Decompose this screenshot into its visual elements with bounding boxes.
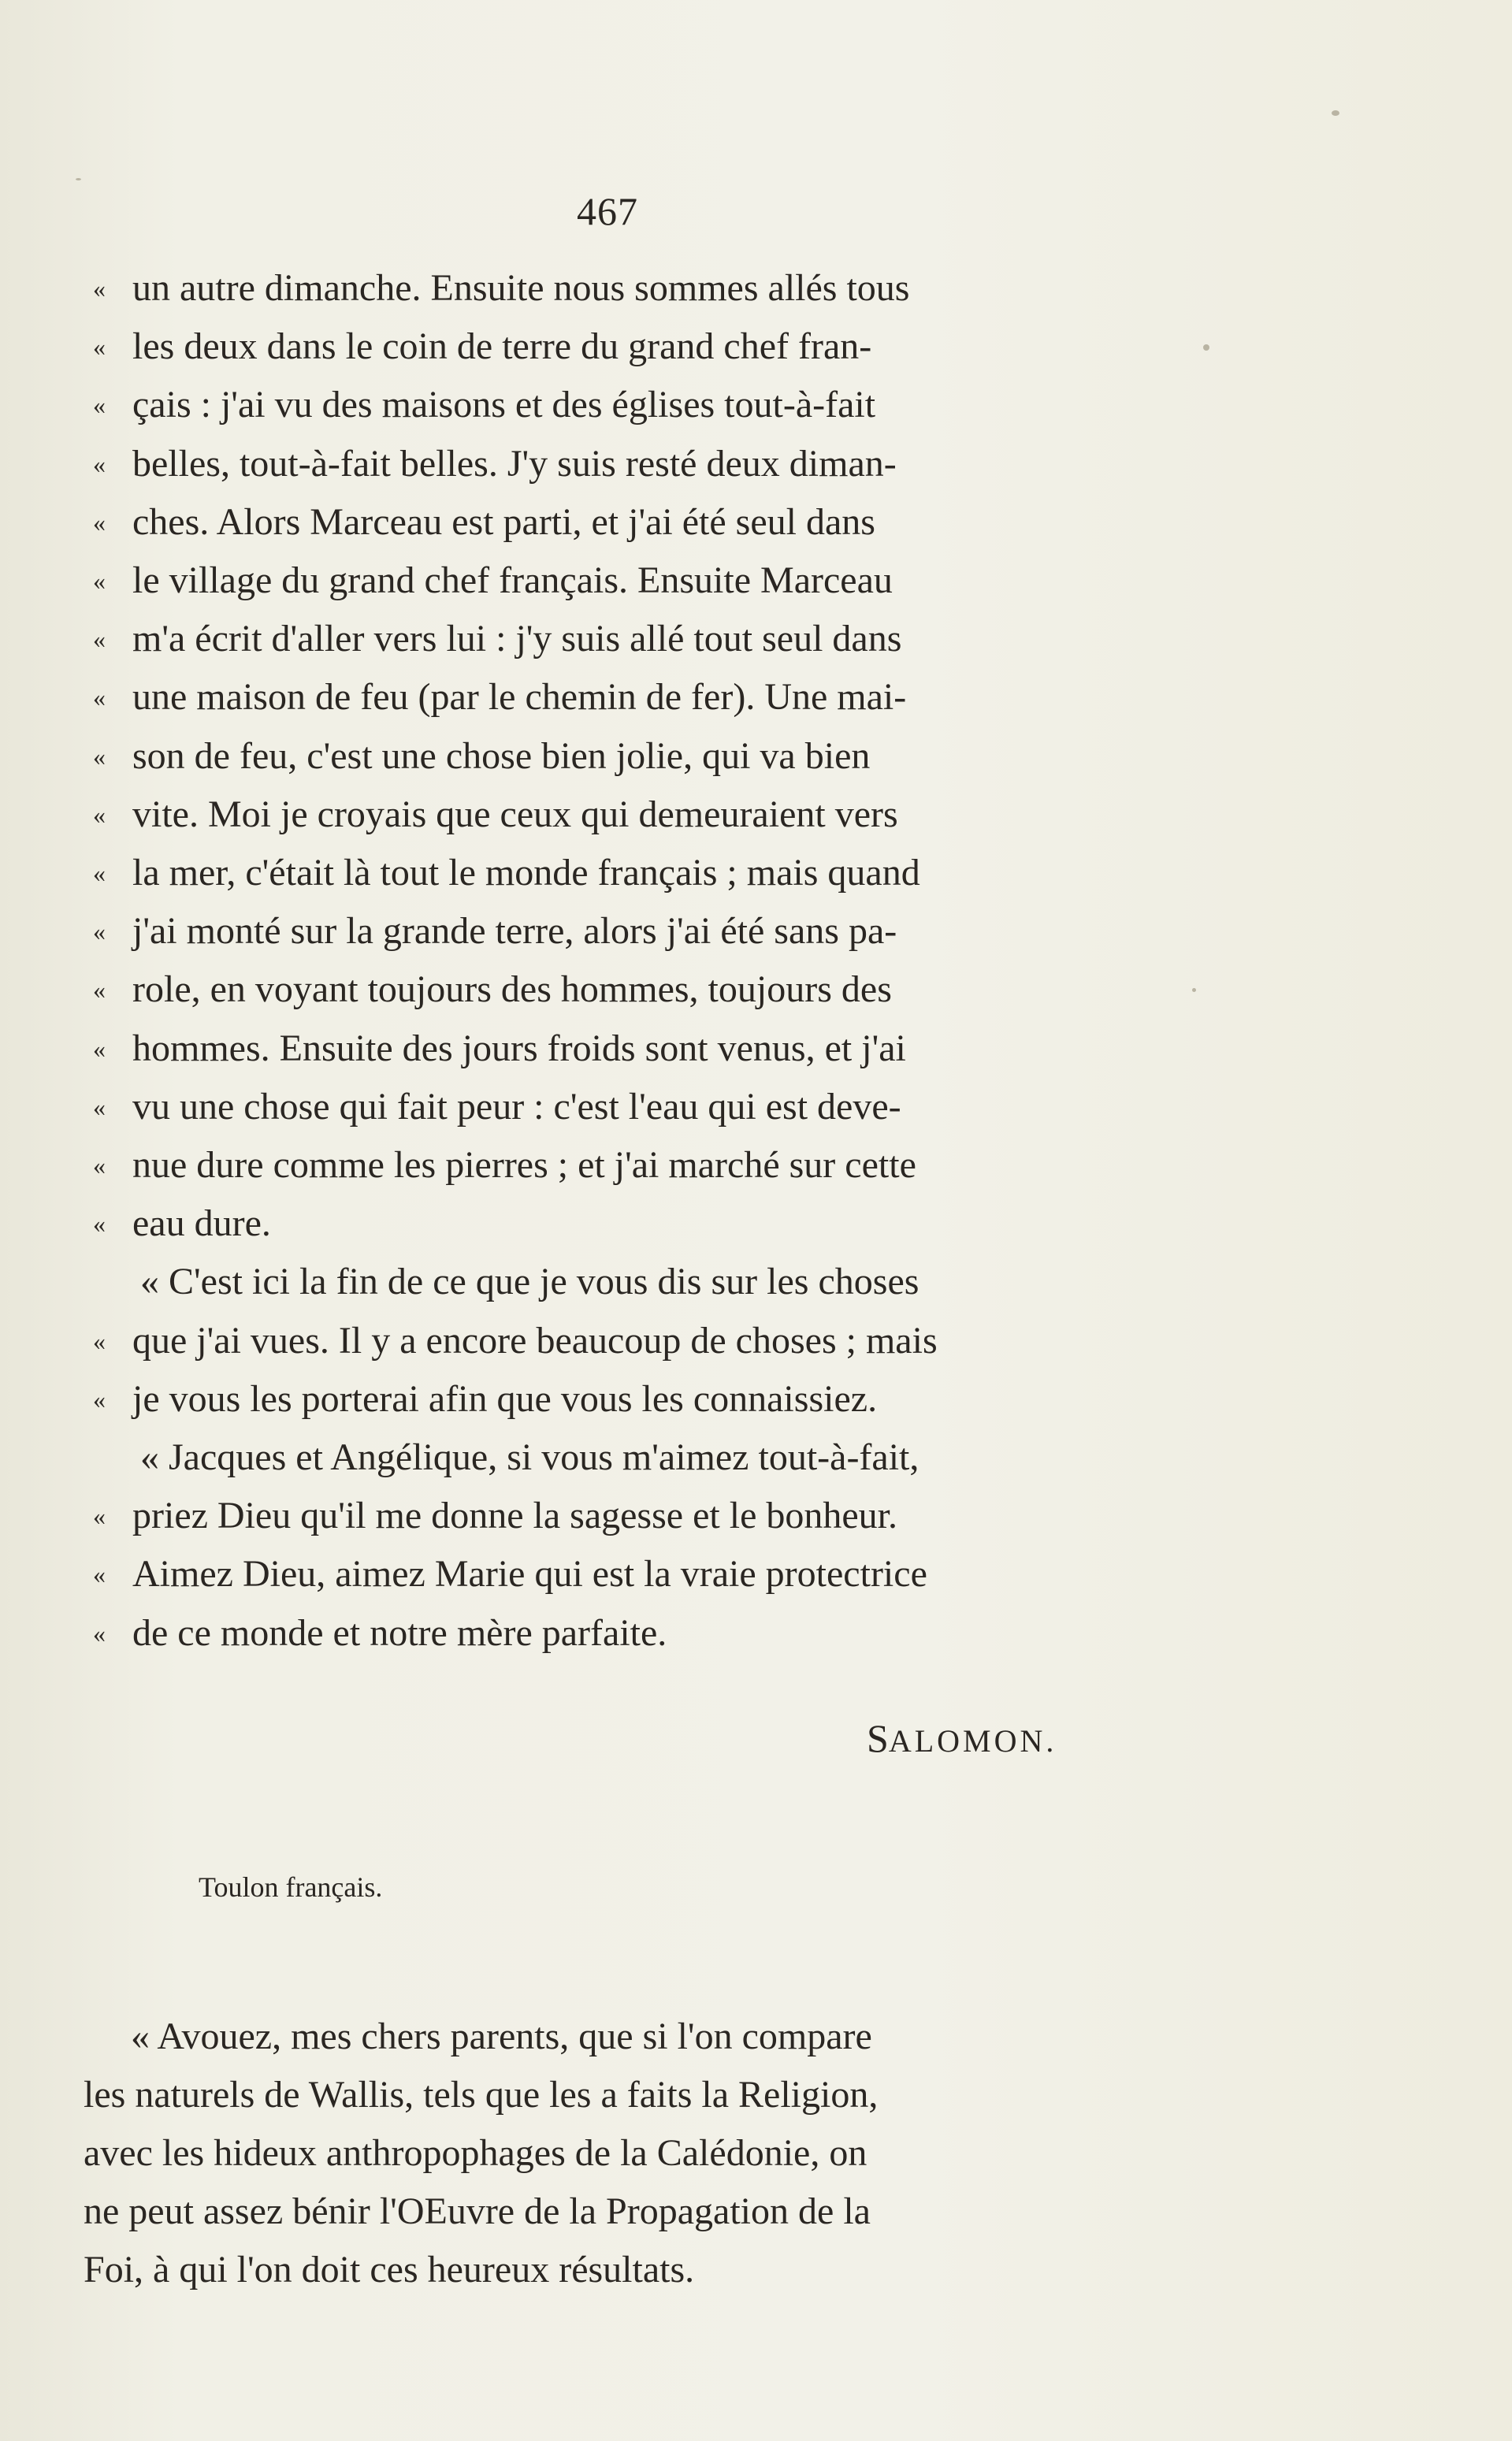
letter-line xyxy=(93,1551,1149,1598)
quote-mark: « xyxy=(93,1618,106,1648)
quote-mark: « xyxy=(93,1502,106,1531)
quote-mark: « xyxy=(93,800,106,829)
paper-speck xyxy=(1203,344,1209,351)
quote-mark: « xyxy=(93,567,106,595)
letter-line xyxy=(93,499,1149,546)
paper-speck xyxy=(1332,110,1339,116)
letter-line xyxy=(93,1025,1149,1072)
letter-line xyxy=(93,557,1149,604)
line-text: de ce monde et notre mère parfaite. xyxy=(132,1611,667,1654)
quote-mark: « xyxy=(93,1326,106,1355)
letter-line xyxy=(93,1142,1149,1189)
signature-rest: ALOMON. xyxy=(888,1723,1057,1759)
quote-mark: « xyxy=(93,1092,106,1121)
quote-mark: « xyxy=(93,1034,106,1063)
paragraph-line: « Avouez, mes chers parents, que si l'on compare xyxy=(131,2016,872,2057)
paper-speck xyxy=(76,178,81,180)
paragraph-line: ne peut assez bénir l'OEuvre de la Propagation de la xyxy=(84,2190,871,2232)
letter-line xyxy=(93,1200,1149,1247)
line-text: priez Dieu qu'il me donne la sagesse et le bonheur. xyxy=(132,1495,898,1537)
line-text: çais : j'ai vu des maisons et des églises tout-à-fait xyxy=(132,384,876,426)
letter-line xyxy=(140,1258,1196,1306)
line-text: nue dure comme les pierres ; et j'ai marché sur cette xyxy=(132,1144,916,1186)
line-text: j'ai monté sur la grande terre, alors j'ai été sans pa- xyxy=(132,910,897,953)
letter-line xyxy=(93,908,1149,955)
letter-line xyxy=(93,1492,1149,1540)
quote-mark: « xyxy=(93,683,106,712)
quote-mark: « xyxy=(93,1384,106,1414)
signature xyxy=(867,1716,1057,1763)
line-text: que j'ai vues. Il y a encore beaucoup de choses ; mais xyxy=(132,1319,938,1362)
paper-speck xyxy=(1192,988,1196,992)
letter-line xyxy=(93,966,1149,1013)
page-number: 467 xyxy=(577,189,638,233)
line-text: ches. Alors Marceau est parti, et j'ai été seul dans xyxy=(132,500,875,543)
quote-mark: « xyxy=(93,274,106,303)
quote-mark: « xyxy=(93,507,106,537)
quote-mark: « xyxy=(93,741,106,771)
line-text: vite. Moi je croyais que ceux qui demeuraient vers xyxy=(132,793,898,835)
line-text: m'a écrit d'aller vers lui : j'y suis allé tout seul dans xyxy=(132,618,902,660)
quote-mark: « xyxy=(93,1151,106,1180)
letter-line xyxy=(93,1610,1149,1657)
letter-line xyxy=(93,849,1149,897)
line-text: son de feu, c'est une chose bien jolie, qui va bien xyxy=(132,734,871,777)
line-text: « Jacques et Angélique, si vous m'aimez tout-à-fait, xyxy=(140,1436,919,1478)
letter-line xyxy=(93,791,1149,838)
quote-mark: « xyxy=(93,449,106,478)
letter-line xyxy=(93,323,1149,370)
line-text: une maison de feu (par le chemin de fer). Une mai- xyxy=(132,676,907,719)
signature-initial: S xyxy=(867,1716,889,1760)
line-text: eau dure. xyxy=(132,1202,271,1245)
line-text: vu une chose qui fait peur : c'est l'eau qui est deve- xyxy=(132,1085,901,1128)
quote-mark: « xyxy=(93,917,106,946)
letter-line xyxy=(93,1083,1149,1131)
line-text: le village du grand chef français. Ensuite Marceau xyxy=(132,559,893,601)
paragraph-line: avec les hideux anthropophages de la Calédonie, on xyxy=(84,2132,867,2174)
quote-mark: « xyxy=(93,1560,106,1589)
line-text: un autre dimanche. Ensuite nous sommes allés tous xyxy=(132,267,910,309)
paragraph-line: Foi, à qui l'on doit ces heureux résultats. xyxy=(84,2249,695,2291)
letter-line xyxy=(93,381,1149,429)
letter-line xyxy=(140,1434,1196,1481)
quote-mark: « xyxy=(93,333,106,362)
line-text: « C'est ici la fin de ce que je vous dis sur les choses xyxy=(140,1261,919,1303)
letter-line xyxy=(93,265,1149,312)
line-text: je vous les porterai afin que vous les connaissiez. xyxy=(132,1377,878,1420)
letter-line xyxy=(93,1376,1149,1423)
line-text: hommes. Ensuite des jours froids sont venus, et j'ai xyxy=(132,1027,906,1069)
line-text: belles, tout-à-fait belles. J'y suis resté deux diman- xyxy=(132,442,897,485)
line-text: les deux dans le coin de terre du grand chef fran- xyxy=(132,325,872,368)
quote-mark: « xyxy=(93,625,106,654)
letter-line xyxy=(93,1317,1149,1365)
letter-line xyxy=(93,440,1149,488)
quote-mark: « xyxy=(93,1209,106,1239)
line-text: la mer, c'était là tout le monde français ; mais quand xyxy=(132,852,920,894)
letter-line xyxy=(93,615,1149,663)
line-text: Aimez Dieu, aimez Marie qui est la vraie protectrice xyxy=(132,1553,927,1596)
quote-mark: « xyxy=(93,391,106,420)
line-text: role, en voyant toujours des hommes, toujours des xyxy=(132,968,892,1011)
letter-line xyxy=(93,733,1149,780)
letter-line xyxy=(93,674,1149,721)
paragraph-line: les naturels de Wallis, tels que les a faits la Religion, xyxy=(84,2074,879,2116)
quote-mark: « xyxy=(93,859,106,887)
dateline: Toulon français. xyxy=(199,1871,383,1903)
quote-mark: « xyxy=(93,975,106,1005)
